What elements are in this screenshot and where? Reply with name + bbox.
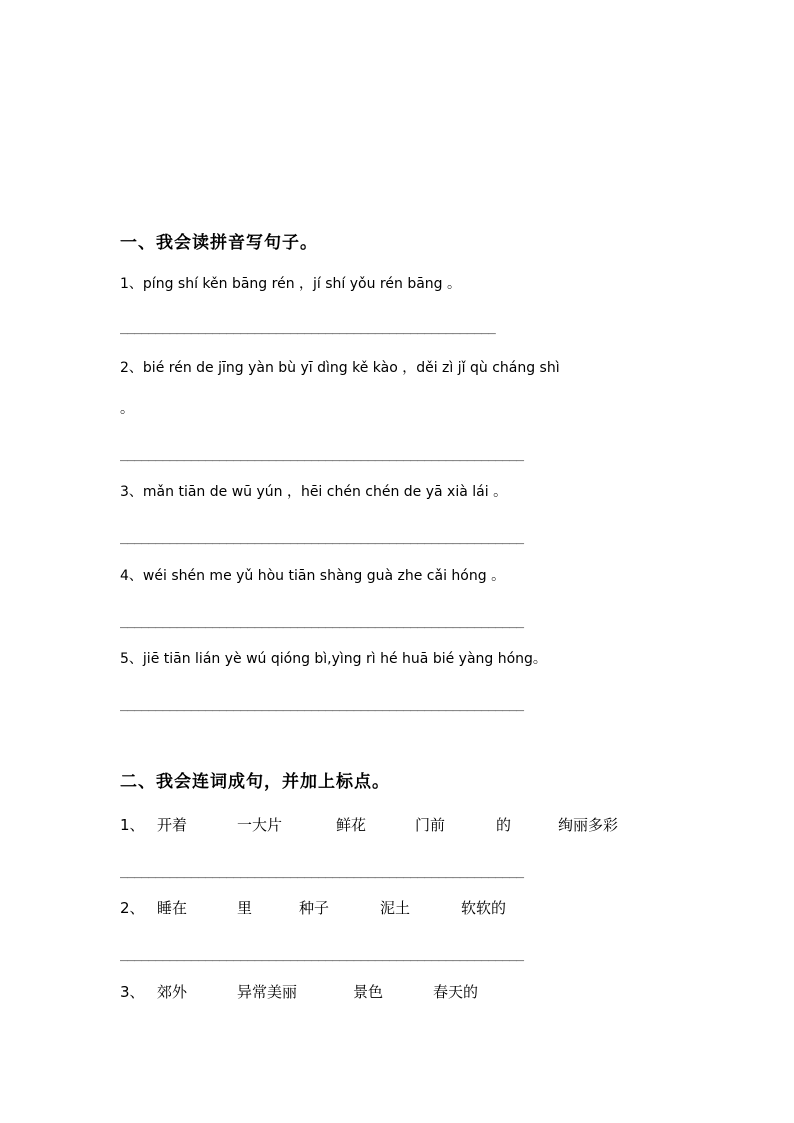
word-chip: 景色 (353, 983, 384, 1001)
word-chip: 泥土 (380, 899, 411, 917)
section-1-title: 一、我会读拼音写句子。 (120, 233, 318, 253)
question-number: 1、 (120, 276, 143, 292)
word-chip: 鲜花 (336, 816, 367, 834)
pinyin-text: bié rén de jīng yàn bù yī dìng kě kào ，děi zì jǐ qù cháng shì (142, 360, 560, 376)
word-chip: 种子 (299, 899, 330, 917)
word-chip: 里 (237, 899, 253, 917)
question-number: 3、 (120, 484, 143, 500)
word-order-question-1 (120, 814, 680, 834)
word-chip: 绚丽多彩 (558, 816, 619, 834)
word-chip: 异常美丽 (237, 983, 298, 1001)
pinyin-question-2 (120, 359, 560, 377)
answer-blank-4[interactable]: _________________________________________________________ (120, 614, 524, 629)
question-number: 4、 (120, 568, 143, 584)
word-order-question-2 (120, 897, 680, 917)
question-number: 5、 (120, 651, 143, 667)
pinyin-text: píng shí kěn bāng rén ，jí shí yǒu rén bāng 。 (142, 276, 461, 292)
word-chip: 睡在 (157, 899, 188, 917)
pinyin-text: jiē tiān lián yè wú qióng bì,yìng rì hé huā bié yàng hóng。 (142, 651, 547, 667)
answer-blank-5[interactable]: _________________________________________________________ (120, 697, 524, 712)
word-chip: 郊外 (157, 983, 188, 1001)
question-number: 3、 (120, 983, 145, 1001)
question-number: 2、 (120, 360, 143, 376)
answer-blank-6[interactable]: _________________________________________________________ (120, 864, 524, 879)
answer-blank-1[interactable]: _____________________________________________________ (120, 320, 496, 335)
pinyin-question-4 (120, 567, 505, 585)
section-2-title: 二、我会连词成句，并加上标点。 (120, 772, 390, 792)
answer-blank-7[interactable]: _________________________________________________________ (120, 947, 524, 962)
pinyin-text: mǎn tiān de wū yún ，hēi chén chén de yā xià lái 。 (142, 484, 508, 500)
pinyin-question-5 (120, 650, 547, 668)
word-chip: 软软的 (461, 899, 507, 917)
word-chip: 开着 (157, 816, 188, 834)
answer-blank-2[interactable]: _________________________________________________________ (120, 447, 524, 462)
pinyin-text: wéi shén me yǔ hòu tiān shàng guà zhe cǎi hóng 。 (142, 568, 506, 584)
pinyin-question-3 (120, 483, 507, 501)
pinyin-question-2-continued: 。 (120, 401, 134, 417)
word-chip: 的 (496, 816, 512, 834)
answer-blank-3[interactable]: _________________________________________________________ (120, 530, 524, 545)
word-chip: 春天的 (433, 983, 479, 1001)
word-chip: 门前 (415, 816, 446, 834)
question-number: 2、 (120, 899, 145, 917)
question-number: 1、 (120, 816, 145, 834)
word-chip: 一大片 (237, 816, 283, 834)
word-order-question-3 (120, 981, 680, 1001)
pinyin-question-1 (120, 275, 461, 293)
